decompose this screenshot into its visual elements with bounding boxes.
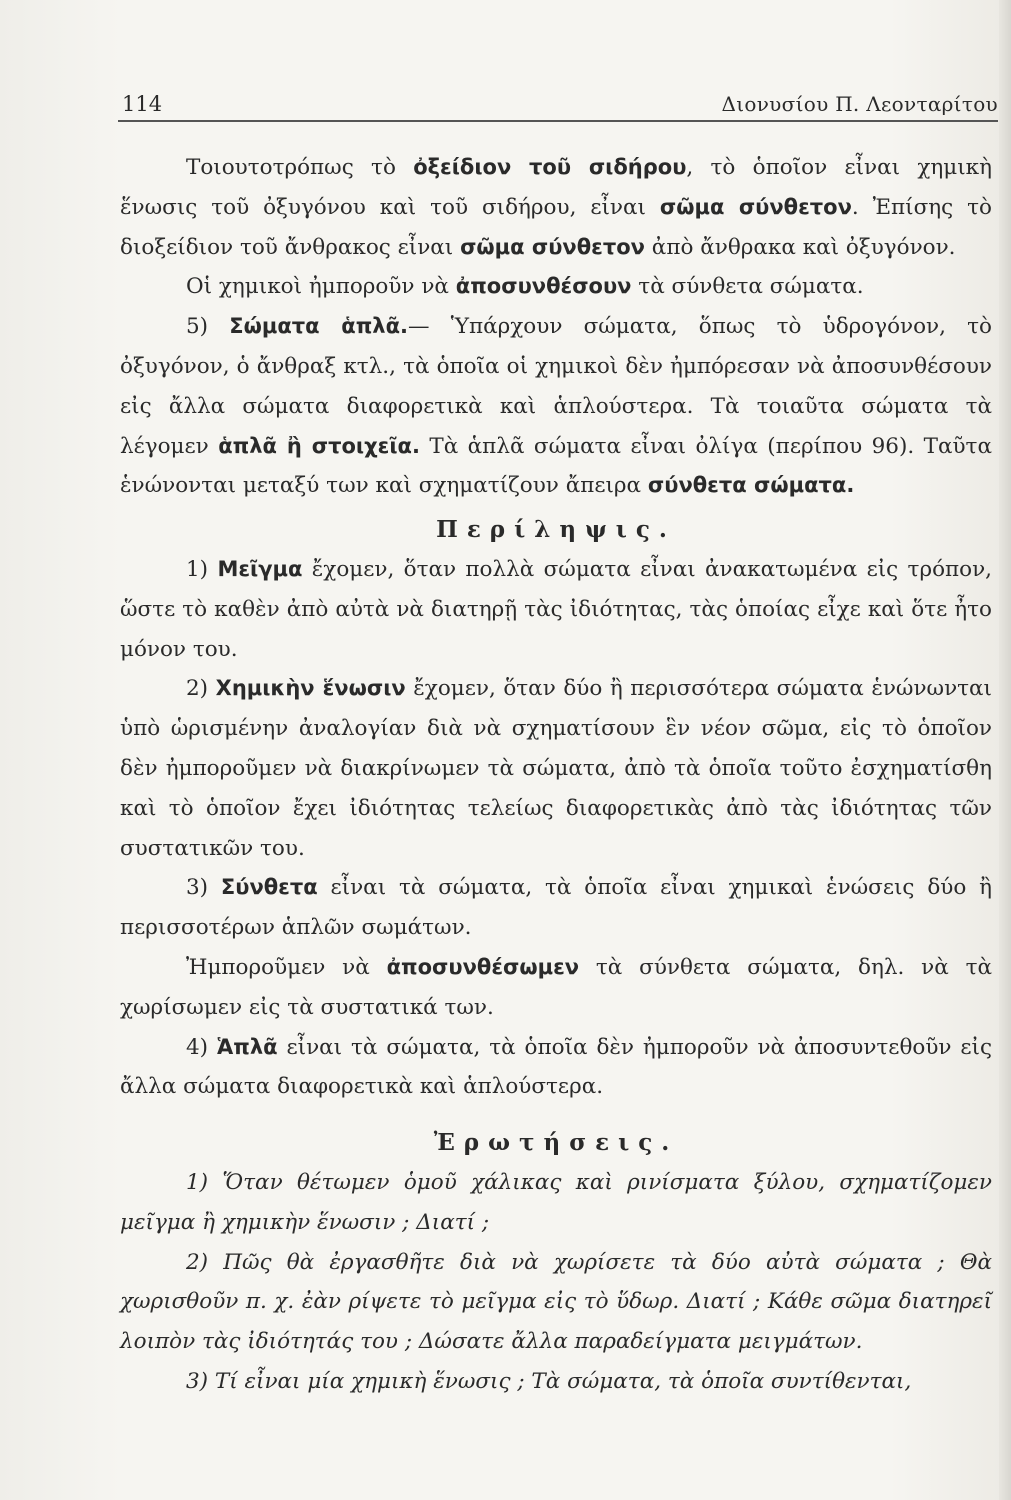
page-number: 114 [122,92,163,116]
text-run: ἔχομεν, ὅταν δύο ἢ περισσότερα σώματα ἑνώνωνται ὑπὸ ὡρισμένην ἀναλογίαν διὰ νὰ σχηματίσουν ἓν νέον σῶμα, εἰς τὸ ὁποῖον δὲν ἠμποροῦμεν νὰ διακρίνωμεν τὰ σώματα, ἀπὸ τὰ ὁποῖα τοῦτο ἐσχηματίσθη καὶ τὸ ὁποῖον ἔχει ἰδιότητας τελείως διαφορετικὰς ἀπὸ τὰς ἰδιότητας τῶν συστατικῶν του. [120,676,992,861]
summary-item-3b [120,948,992,1028]
text-run: , τὸ ὁποῖον εἶναι χημικὴ ἕνωσις τοῦ ὀξυγόνου καὶ τοῦ σιδήρου, εἶναι [120,155,992,220]
summary-item-2 [120,669,992,868]
summary-item-4 [120,1028,992,1108]
text-run: ἔχομεν, ὅταν πολλὰ σώματα εἶναι ἀνακατωμένα εἰς τρόπον, ὥστε τὸ καθὲν ἀπὸ αὐτὰ νὰ διατηρῇ τὰς ἰδιότητας, τὰς ὁποίας εἶχε καὶ ὅτε ἦτο μόνον του. [120,556,993,662]
paragraph-simple-bodies [120,307,992,506]
text-run: εἶναι τὰ σώματα, τὰ ὁποῖα δὲν ἠμποροῦν νὰ ἀποσυντεθοῦν εἰς ἄλλα σώματα διαφορετικὰ καὶ ἁπλούστερα. [120,1034,993,1100]
text-run: Οἱ χημικοὶ ἠμποροῦν νὰ [186,274,456,300]
paragraph-decompose [120,267,992,307]
bold-term: Χημικὴν ἕνωσιν [215,676,406,701]
bold-term: σῶμα σύνθετον [659,194,852,219]
bold-term: ἀποσυνθέσωμεν [386,954,580,979]
bold-term: σῶμα σύνθετον [460,234,645,259]
text-run: 4) [186,1034,217,1060]
bold-term: Ἁπλᾶ [217,1034,278,1059]
page-body [120,148,992,1402]
bold-term: σύνθετα σώματα. [647,473,855,498]
bold-term: Σύνθετα [220,875,318,900]
bold-term: Μεῖγμα [217,556,303,581]
text-run: . Ἐπίσης τὸ διοξείδιον τοῦ ἄνθρακος εἶναι [120,194,992,260]
questions-heading: Ἐρωτήσεις. [433,1129,679,1157]
text-run: τὰ σύνθετα σώματα, δηλ. νὰ τὰ χωρίσωμεν εἰς τὰ συστατικά των. [120,954,992,1020]
bold-term: ἀποσυνθέσουν [455,274,632,299]
text-run: εἶναι τὰ σώματα, τὰ ὁποῖα εἶναι χημικαὶ ἑνώσεις δύο ἢ περισσοτέρων ἁπλῶν σωμάτων. [120,875,992,941]
bold-term: ὀξείδιον τοῦ σιδήρου [413,155,687,179]
page-edge [999,0,1011,1500]
summary-item-1 [120,550,992,669]
running-title: Διονυσίου Π. Λεονταρίτου [721,92,998,116]
question-2: 2) Πῶς θὰ ἐργασθῆτε διὰ νὰ χωρίσετε τὰ δύο αὐτὰ σώματα ; Θὰ χωρισθοῦν π. χ. ἐὰν ρίψετε τὸ μεῖγμα εἰς τὸ ὕδωρ. Διατί ; Κάθε σῶμα διατηρεῖ λοιπὸν τὰς ἰδιότητάς του ; Δώσατε ἄλλα παραδείγματα μειγμάτων. [120,1249,992,1355]
text-run: Τοιουτοτρόπως τὸ [186,155,414,180]
text-run: — Ὑπάρχουν σώματα, ὅπως τὸ ὑδρογόνον, τὸ ὀξυγόνον, ὁ ἄνθραξ κτλ., τὰ ὁποῖα οἱ χημικοὶ δὲν ἠμπόρεσαν νὰ ἀποσυνθέσουν εἰς ἄλλα σώματα διαφορετικὰ καὶ ἁπλούστερα. Τὰ τοιαῦτα σώματα τὰ λέγομεν [120,314,992,459]
page-header [118,88,998,122]
text-run: 2) [186,676,216,702]
question-3: 3) Τί εἶναι μία χημικὴ ἕνωσις ; Τὰ σώματα, τὰ ὁποῖα συντίθενται, [186,1368,912,1394]
text-run: ἀπὸ ἄνθρακα καὶ ὀξυγόνον. [644,234,956,260]
text-run: τὰ σύνθετα σώματα. [631,274,864,300]
bold-term: ἁπλᾶ ἢ στοιχεῖα. [218,433,420,458]
text-run: Ἠμποροῦμεν νὰ [186,954,387,980]
section-title: Σώματα ἁπλᾶ. [229,314,408,339]
question-1: 1) Ὅταν θέτωμεν ὁμοῦ χάλικας καὶ ρινίσματα ξύλου, σχηματίζομεν μεῖγμα ἢ χημικὴν ἕνωσιν ; Διατί ; [120,1169,992,1235]
paragraph-compound-examples [120,148,992,267]
summary-heading: Περίληψις. [436,516,676,544]
summary-item-3 [120,868,992,948]
text-run: 3) [186,875,221,901]
text-run: Τὰ ἁπλᾶ σώματα εἶναι ὀλίγα (περίπου 96). Ταῦτα ἑνώνονται μεταξύ των καὶ σχηματίζουν ἄπειρα [120,433,992,499]
text-run: 5) [186,314,230,340]
text-run: 1) [186,556,218,582]
